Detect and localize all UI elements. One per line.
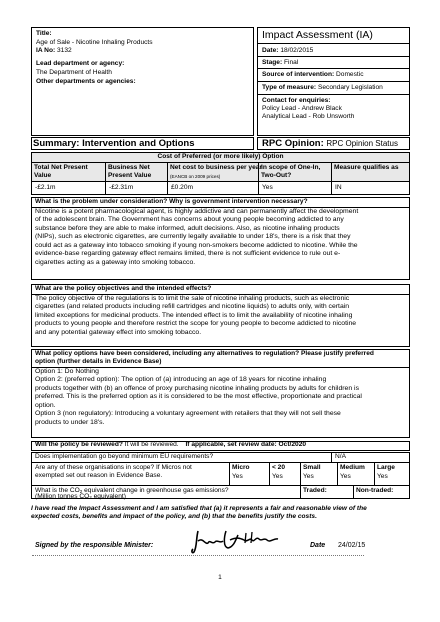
- title-value: Age of Sale - Nicotine Inhaling Products: [36, 39, 153, 46]
- co2-question-line: (Million tonnes $CO_2$ equivalent): [35, 493, 126, 500]
- signature-label: Signed by the responsible Minister:: [35, 542, 154, 549]
- problem-line: evidence-base regarding gateway effect remains limited, there is not sufficient evidence to rule out e-: [35, 250, 341, 258]
- problem-question: What is the problem under consideration? Why is government intervention necessary?: [35, 198, 308, 205]
- lead-department-label: Lead department or agency:: [36, 60, 125, 67]
- col-net-cost: Net cost to business per year: [170, 164, 262, 171]
- review-date-value: Oct/2020: [278, 441, 307, 448]
- problem-line: (NIPs), such as electronic cigarettes, are currently legally available to under 18's, there is a risk that they: [35, 233, 351, 241]
- contact-analytical-lead: Analytical Lead - Rob Unsworth: [262, 113, 355, 120]
- scope-value-large: Yes: [377, 473, 388, 480]
- options-question-line: option (further details in Evidence Base): [35, 358, 162, 365]
- other-departments-label: Other departments or agencies:: [36, 78, 136, 85]
- signature-date-label: Date: [310, 542, 326, 549]
- problem-line: of the adolescent brain. The Government has concerns about young people becoming addicted to any: [35, 216, 344, 224]
- options-text: [35, 368, 362, 427]
- scope-header-under-20: < 20: [272, 464, 286, 471]
- declaration-line: I have read the Impact Assessment and I am satisfied that (a) it represents a fair and reasonable view of the: [31, 505, 367, 512]
- objectives-line: and any potential gateway effect into smoking tobacco.: [35, 328, 202, 336]
- title-label: Title:: [36, 30, 52, 37]
- options-line: products to under 18's.: [35, 418, 105, 426]
- options-line: products together with (b) an offence of proxy purchasing nicotine inhaling products by adults for children is: [35, 384, 359, 392]
- ia-stage-value: Final: [284, 59, 299, 66]
- page-number: 1: [218, 574, 222, 581]
- objectives-question: What are the policy objectives and the intended effects?: [35, 285, 212, 292]
- review-label: Will the policy be reviewed?: [35, 441, 123, 448]
- value-total-npv: -£2.1m: [35, 184, 56, 191]
- ia-date-value: 18/02/2015: [280, 47, 314, 54]
- problem-line: could act as a gateway into tobacco smoking if young non-smokers become addicted to nicotine. While the: [35, 241, 358, 249]
- type-of-measure: [262, 84, 383, 92]
- options-line: option.: [35, 401, 56, 409]
- scope-header-medium: Medium: [340, 464, 365, 471]
- col-business-npv: Business Net Present Value: [108, 164, 152, 180]
- scope-question-line: exempted set out reason in Evidence Base.: [35, 472, 163, 479]
- review-text: [35, 441, 306, 449]
- problem-line: substance before they are able to make informed, adult decisions. Also, as nicotine inhaling products: [35, 224, 340, 232]
- scope-value-under-20: Yes: [272, 473, 283, 480]
- value-measure-qualifies: IN: [335, 184, 342, 191]
- source-label: Source of intervention:: [262, 71, 335, 78]
- co2-question-line: What is the $CO_2$ equivalent change in greenhouse gas emissions?: [35, 487, 229, 494]
- rpc-label: RPC Opinion:: [262, 138, 324, 149]
- col-measure-qualifies: Measure qualifies as: [334, 164, 399, 171]
- eu-question: Does implementation go beyond minimum EU requirements?: [35, 453, 214, 460]
- source-of-intervention: [262, 71, 364, 79]
- ia-heading: Impact Assessment (IA): [262, 29, 373, 41]
- options-line: Option 1: Do Nothing: [35, 368, 99, 375]
- ia-number-label: IA No:: [36, 47, 56, 54]
- ia-stage: [262, 59, 298, 67]
- problem-text: [35, 208, 358, 267]
- co2-traded-label: Traded:: [303, 487, 327, 494]
- ia-date-label: Date:: [262, 47, 279, 54]
- problem-line: cigarettes acting as a gateway into smoking tobacco.: [35, 258, 196, 266]
- review-value: It will be reviewed.: [124, 441, 179, 448]
- scope-value-medium: Yes: [340, 473, 351, 480]
- options-question-line: What policy options have been considered, including any alternatives to regulation? Please justify preferred: [35, 350, 374, 357]
- value-net-cost: £0.20m: [171, 184, 193, 191]
- ia-number-value: 3132: [57, 47, 72, 54]
- contact-label: Contact for enquiries:: [262, 97, 331, 104]
- scope-header-large: Large: [377, 464, 395, 471]
- signature-text: [190, 527, 195, 528]
- minister-signature: [190, 527, 290, 557]
- rpc-value: RPC Opinion Status: [326, 139, 398, 148]
- contact-policy-lead: Policy Lead - Andrew Black: [262, 105, 342, 112]
- signature-date-value: 24/02/15: [338, 542, 366, 549]
- summary-title: Summary: Intervention and Options: [33, 138, 195, 149]
- review-date-label: If applicable, set review date:: [185, 441, 277, 448]
- options-line: preferred. This is the preferred option as it is considered to be the most effective, proportionate and practical: [35, 393, 362, 401]
- scope-header-small: Small: [303, 464, 321, 471]
- measure-label: Type of measure:: [262, 84, 317, 91]
- col-net-cost-note: (EANCB on 2009 prices): [170, 174, 221, 179]
- options-line: Option 2: (preferred option): The option of (a) introducing an age of 18 years for nicotine inhaling: [35, 376, 327, 384]
- eu-value: N/A: [335, 453, 346, 460]
- rpc-opinion: [262, 137, 398, 150]
- problem-line: Nicotine is a potent pharmacological agent, is highly addictive and can permanently affect the development: [35, 208, 359, 215]
- ia-date: [262, 47, 313, 55]
- value-one-in-two-out: Yes: [262, 184, 273, 191]
- objectives-text: [35, 295, 356, 337]
- objectives-line: products to young people and therefore restrict the scope for young people to become addicted to nicotine: [35, 320, 357, 328]
- scope-question-line: Are any of these organisations in scope? If Micros not: [35, 464, 192, 471]
- co2-non-traded-label: Non-traded:: [356, 487, 394, 494]
- measure-value: Secondary Legislation: [317, 84, 383, 91]
- declaration-line: expected costs, benefits and impact of the policy, and (b) that the benefits justify the costs.: [31, 513, 317, 520]
- ia-stage-label: Stage:: [262, 59, 283, 66]
- value-business-npv: -£2.31m: [109, 184, 134, 191]
- scope-value-micro: Yes: [232, 473, 243, 480]
- cost-table-title: Cost of Preferred (or more likely) Option: [157, 153, 284, 160]
- objectives-line: limited exceptions for medicinal products. The intended effect is to limit the availability of nicotine inhaling: [35, 311, 353, 319]
- col-total-npv: Total Net Present Value: [34, 164, 88, 180]
- source-value: Domestic: [336, 71, 364, 78]
- scope-header-micro: Micro: [232, 464, 250, 471]
- ia-number: [36, 47, 72, 55]
- options-line: Option 3 (non regulatory): Introducing a voluntary agreement with retailers that they will not sell these: [35, 410, 341, 418]
- objectives-line: The policy objective of the regulations is to limit the sale of nicotine inhaling products, such as electronic: [35, 295, 350, 302]
- scope-value-small: Yes: [303, 473, 314, 480]
- col-one-in-two-out: In scope of One-In, Two-Out?: [261, 164, 321, 180]
- objectives-line: cigarettes (and related products including refill cartridges and nicotine liquids) to adults only, with certain: [35, 303, 350, 311]
- lead-department-value: The Department of Health: [36, 69, 112, 76]
